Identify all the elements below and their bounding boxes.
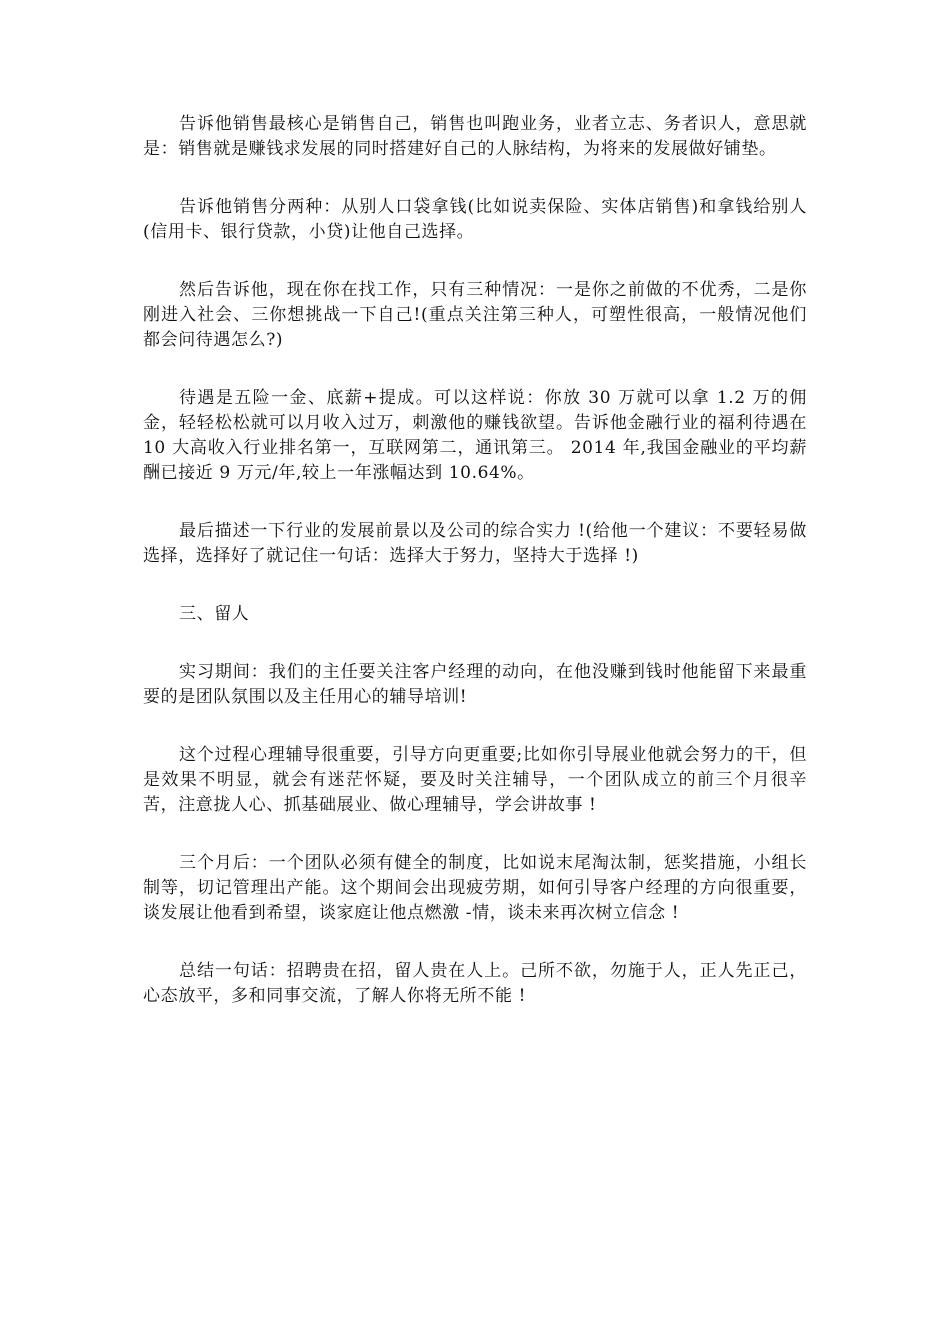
paragraph-compensation: 待遇是五险一金、底薪+提成。可以这样说：你放 30 万就可以拿 1.2 万的佣金，轻轻松松就可以月收入过万，刺激他的赚钱欲望。告诉他金融行业的福利待遇在 10 大高收入行业排名第一，互联网第二，通讯第三。 2014 年,我国金融业的平均薪酬已接近 9 万元/年,较上一年涨幅达到 10.64%。 xyxy=(143,388,807,483)
paragraph-after-three-months: 三个月后：一个团队必须有健全的制度，比如说末尾淘汰制，惩奖措施，小组长制等，切记管理出产能。这个期间会出现疲劳期，如何引导客户经理的方向很重要，谈发展让他看到希望，谈家庭让他点燃激 -情，谈未来再次树立信念 ! xyxy=(143,853,807,923)
paragraph-industry-prospects: 最后描述一下行业的发展前景以及公司的综合实力 !(给他一个建议：不要轻易做选择，选择好了就记住一句话：选择大于努力，坚持大于选择 !) xyxy=(143,521,807,566)
section-heading-retention: 三、留人 xyxy=(179,604,250,624)
paragraph-two-sales-types: 告诉他销售分两种：从别人口袋拿钱(比如说卖保险、实体店销售)和拿钱给别人(信用卡、银行贷款，小贷)让他自己选择。 xyxy=(143,197,807,242)
paragraph-three-situations: 然后告诉他，现在你在找工作，只有三种情况：一是你之前做的不优秀，二是你刚进入社会、三你想挑战一下自己!(重点关注第三种人，可塑性很高，一般情况他们都会问待遇怎么?) xyxy=(143,280,807,350)
paragraph-internship-period: 实习期间：我们的主任要关注客户经理的动向，在他没赚到钱时他能留下来最重要的是团队氛围以及主任用心的辅导培训! xyxy=(143,662,807,707)
paragraph-summary: 总结一句话：招聘贵在招，留人贵在人上。己所不欲，勿施于人，正人先正己，心态放平，多和同事交流，了解人你将无所不能 ! xyxy=(143,961,807,1006)
document-body xyxy=(143,112,807,1042)
paragraph-psychological-guidance: 这个过程心理辅导很重要，引导方向更重要;比如你引导展业他就会努力的干，但是效果不明显，就会有迷茫怀疑，要及时关注辅导，一个团队成立的前三个月很辛苦，注意拢人心、抓基础展业、做心理辅导，学会讲故事 ! xyxy=(143,745,807,815)
paragraph-sell-yourself: 告诉他销售最核心是销售自己，销售也叫跑业务，业者立志、务者识人，意思就是：销售就是赚钱求发展的同时搭建好自己的人脉结构，为将来的发展做好铺垫。 xyxy=(143,114,807,159)
